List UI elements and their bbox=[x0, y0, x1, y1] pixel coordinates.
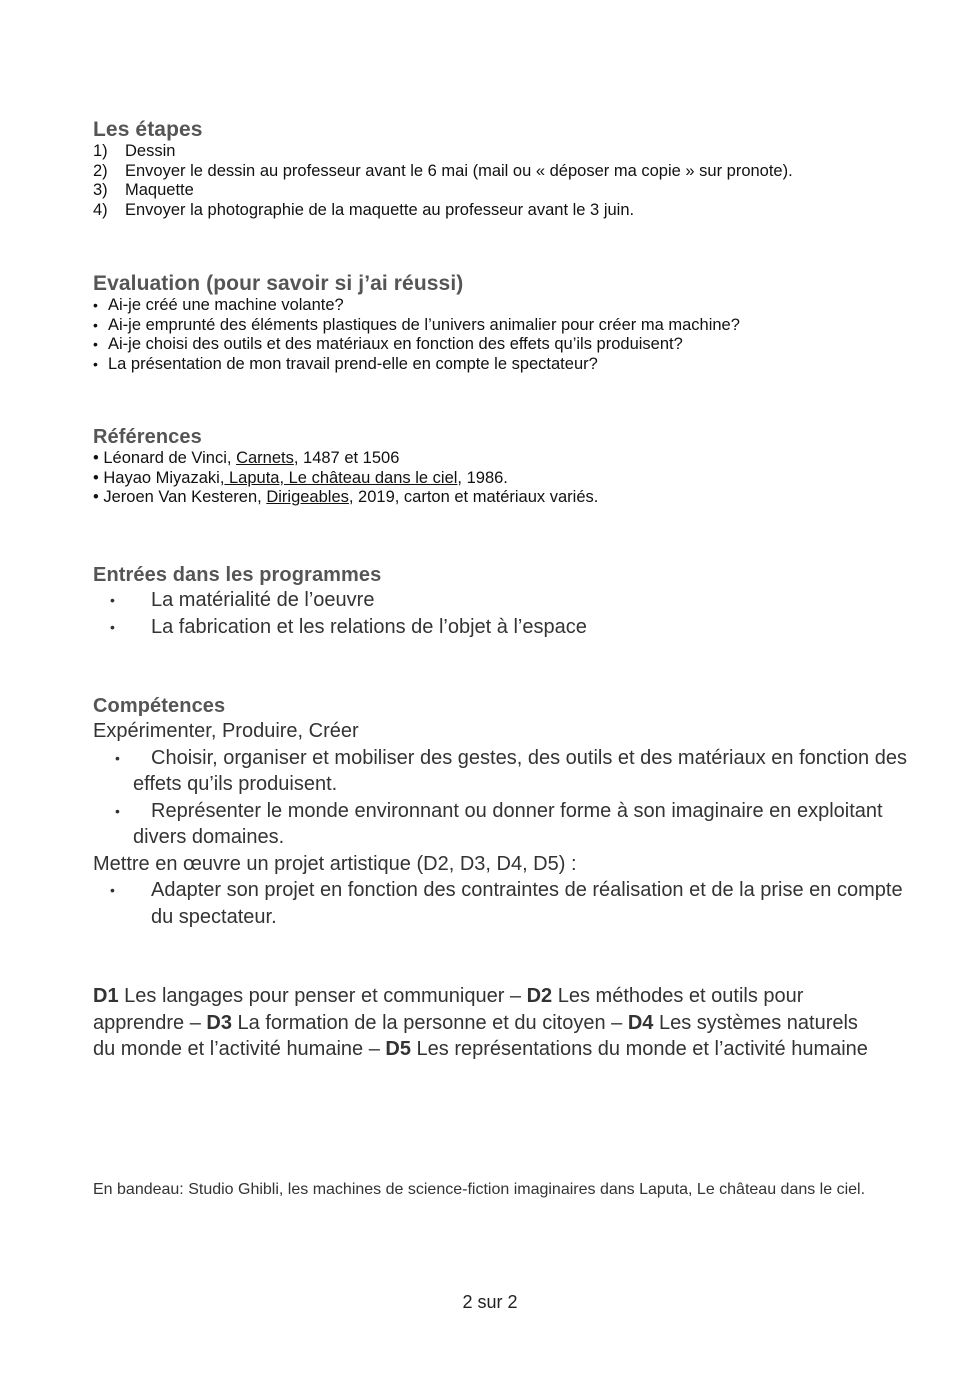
list-item: • La matérialité de l’oeuvre bbox=[93, 587, 920, 614]
list-item: • Ai-je créé une machine volante? bbox=[93, 296, 344, 314]
domain-code: D3 bbox=[206, 1011, 232, 1034]
bullet-icon: • bbox=[115, 802, 120, 819]
list-item: • La fabrication et les relations de l’objet à l’espace bbox=[93, 614, 920, 641]
bullet-icon: • bbox=[93, 336, 98, 353]
competences-heading: Compétences bbox=[93, 695, 226, 717]
domain-code: D1 bbox=[93, 985, 119, 1007]
domain-code: D2 bbox=[526, 985, 553, 1007]
list-item: • Représenter le monde environnant ou donner forme à son imaginaire en exploitant divers domaines. bbox=[115, 799, 883, 848]
evaluation-list bbox=[93, 296, 920, 375]
etapes-list bbox=[93, 142, 920, 221]
programmes-list bbox=[93, 587, 920, 640]
work-title: Carnets bbox=[236, 449, 294, 467]
section-competences bbox=[93, 694, 920, 930]
list-item: • Jeroen Van Kesteren, Dirigeables, 2019, carton et matériaux variés. bbox=[93, 488, 599, 507]
section-references bbox=[93, 425, 920, 508]
competences-group2-label: Mettre en œuvre un projet artistique (D2, D3, D4, D5) : bbox=[93, 852, 577, 875]
list-item: • Léonard de Vinci, Carnets, 1487 et 1506 bbox=[93, 449, 400, 467]
domains-paragraph: D1 Les langages pour penser et communiquer – D2 Les méthodes et outils pour apprendre – D3 La formation de la personne et du citoyen – D4 Les systèmes naturels du monde et l’activité humaine – D5 Les représentations du monde et l’activité humaine bbox=[93, 985, 868, 1060]
section-etapes bbox=[93, 118, 920, 221]
list-item: 2) Envoyer le dessin au professeur avant le 6 mai (mail ou « déposer ma copie » sur pronote). bbox=[93, 161, 793, 180]
references-heading: Références bbox=[93, 426, 202, 448]
bullet-icon: • bbox=[93, 297, 98, 313]
work-title: Dirigeables bbox=[266, 488, 349, 507]
bullet-icon: • bbox=[93, 316, 98, 333]
list-item: • La présentation de mon travail prend-elle en compte le spectateur? bbox=[93, 355, 598, 374]
etapes-heading: Les étapes bbox=[93, 118, 203, 141]
bullet-icon: • bbox=[93, 356, 98, 373]
evaluation-heading: Evaluation (pour savoir si j’ai réussi) bbox=[93, 272, 464, 295]
section-evaluation bbox=[93, 272, 920, 375]
list-item: 3) Maquette bbox=[93, 181, 194, 200]
references-list bbox=[93, 449, 920, 508]
programmes-heading: Entrées dans les programmes bbox=[93, 564, 382, 586]
bullet-icon: • bbox=[110, 592, 115, 608]
list-item: 1) Dessin bbox=[93, 142, 176, 160]
work-title: Laputa, Le château dans le ciel bbox=[224, 468, 458, 487]
page-number: 2 sur 2 bbox=[462, 1292, 518, 1312]
domain-code: D5 bbox=[385, 1038, 411, 1060]
list-item: • Hayao Miyazaki, Laputa, Le château dans le ciel, 1986. bbox=[93, 468, 508, 487]
list-item: • Choisir, organiser et mobiliser des gestes, des outils et des matériaux en fonction des effets qu’ils produisent. bbox=[115, 746, 907, 795]
competences-group1-list bbox=[93, 745, 920, 851]
list-item: • Adapter son projet en fonction des contraintes de réalisation et de la prise en compte du spectateur. bbox=[110, 879, 903, 928]
bullet-icon: • bbox=[110, 882, 115, 898]
list-item: • Ai-je choisi des outils et des matériaux en fonction des effets qu’ils produisent? bbox=[93, 335, 683, 354]
domain-code: D4 bbox=[627, 1011, 654, 1034]
competences-group2-list bbox=[93, 877, 920, 930]
list-item: 4) Envoyer la photographie de la maquette au professeur avant le 3 juin. bbox=[93, 201, 635, 220]
footnote: En bandeau: Studio Ghibli, les machines de science-fiction imaginaires dans Laputa, Le château dans le ciel. bbox=[93, 1181, 866, 1198]
bullet-icon: • bbox=[115, 749, 120, 766]
section-programmes bbox=[93, 563, 920, 640]
competences-group1-label: Expérimenter, Produire, Créer bbox=[93, 720, 359, 742]
bullet-icon: • bbox=[110, 618, 115, 635]
list-item: • Ai-je emprunté des éléments plastiques de l’univers animalier pour créer ma machine? bbox=[93, 315, 740, 334]
